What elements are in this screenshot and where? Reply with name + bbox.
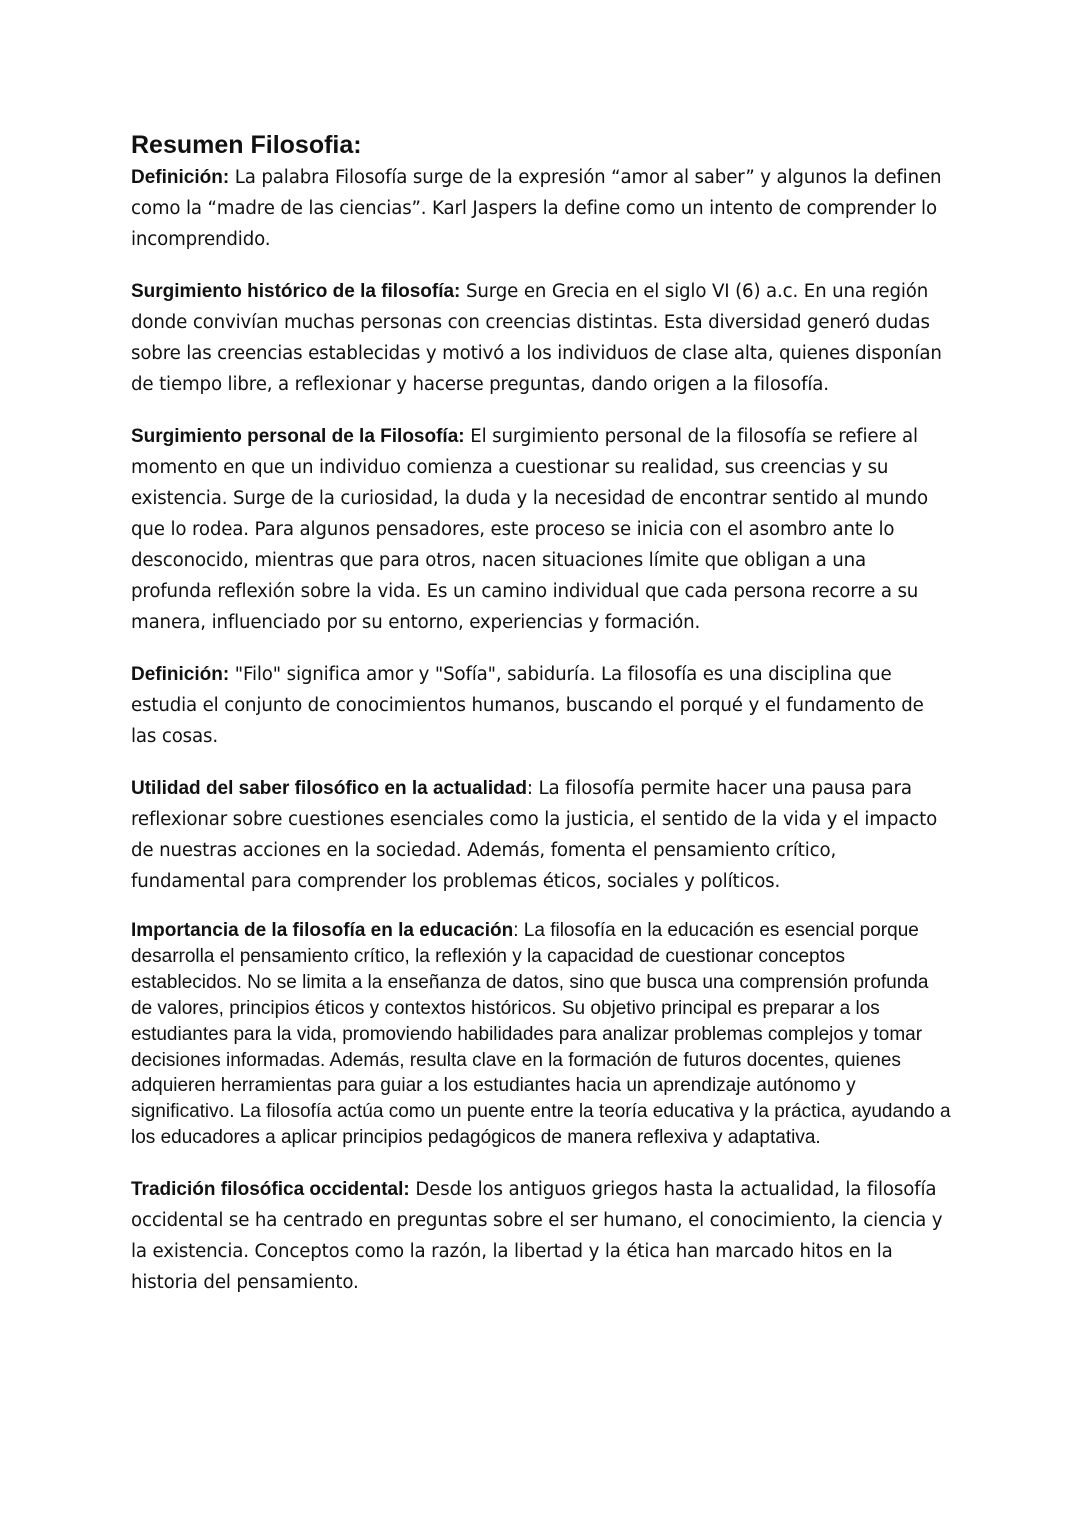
- section-text: Surge en Grecia en el siglo VI (6) a.c. En una región donde convivían muchas personas con creencias distintas. Esta diversidad generó dudas sobre las creencias establecidas y motivó a los individuos de clase alta, quienes disponían de tiempo libre, a reflexionar y hacerse preguntas, dando origen a la filosofía.: [131, 281, 942, 395]
- page-title: Resumen Filosofia:: [131, 131, 362, 159]
- section-label: Definición:: [131, 664, 230, 685]
- section-surgimiento-historico: [131, 276, 951, 400]
- section-label: Utilidad del saber filosófico en la actualidad: [131, 778, 527, 799]
- section-text: La palabra Filosofía surge de la expresión “amor al saber” y algunos la definen como la “madre de las ciencias”. Karl Jaspers la define como un intento de comprender lo incomprendido.: [131, 167, 942, 250]
- section-text: : La filosofía permite hacer una pausa para reflexionar sobre cuestiones esenciales como la justicia, el sentido de la vida y el impacto de nuestras acciones en la sociedad. Además, fomenta el pensamiento crítico, fundamental para comprender los problemas éticos, sociales y políticos.: [131, 778, 938, 892]
- section-definicion-1: [131, 162, 951, 255]
- section-surgimiento-personal: [131, 421, 951, 638]
- section-label: Tradición filosófica occidental:: [131, 1179, 410, 1201]
- section-utilidad: [131, 773, 951, 897]
- section-label: Definición:: [131, 167, 230, 188]
- document-page: [131, 128, 951, 1319]
- section-text: "Filo" significa amor y "Sofía", sabiduría. La filosofía es una disciplina que estudia el conjunto de conocimientos humanos, buscando el porqué y el fundamento de las cosas.: [131, 664, 924, 747]
- section-importancia-educacion: [131, 918, 951, 1151]
- section-text: El surgimiento personal de la filosofía se refiere al momento en que un individuo comienza a cuestionar su realidad, sus creencias y su existencia. Surge de la curiosidad, la duda y la necesidad de encontrar sentido al mundo que lo rodea. Para algunos pensadores, este proceso se inicia con el asombro ante lo desconocido, mientras que para otros, nacen situaciones límite que obligan a una profunda reflexión sobre la vida. Es un camino individual que cada persona recorre a su manera, influenciado por su entorno, experiencias y formación.: [131, 426, 928, 633]
- section-label: Surgimiento personal de la Filosofía:: [131, 426, 465, 447]
- section-definicion-2: [131, 659, 951, 752]
- section-tradicion-occidental: [131, 1174, 951, 1298]
- section-text: : La filosofía en la educación es esencial porque desarrolla el pensamiento crítico, la reflexión y la capacidad de cuestionar conceptos establecidos. No se limita a la enseñanza de datos, sino que busca una comprensión profunda de valores, principios éticos y contextos históricos. Su objetivo principal es preparar a los estudiantes para la vida, promoviendo habilidades para analizar problemas complejos y tomar decisiones informadas. Además, resulta clave en la formación de futuros docentes, quienes adquieren herramientas para guiar a los estudiantes hacia un aprendizaje autónomo y significativo. La filosofía actúa como un puente entre la teoría educativa y la práctica, ayudando a los educadores a aplicar principios pedagógicos de manera reflexiva y adaptativa.: [131, 920, 951, 1149]
- section-label: Surgimiento histórico de la filosofía:: [131, 281, 461, 302]
- section-text: Desde los antiguos griegos hasta la actualidad, la filosofía occidental se ha centrado en preguntas sobre el ser humano, el conocimiento, la ciencia y la existencia. Conceptos como la razón, la libertad y la ética han marcado hitos en la historia del pensamiento.: [131, 1179, 943, 1294]
- section-label: Importancia de la filosofía en la educación: [131, 920, 514, 941]
